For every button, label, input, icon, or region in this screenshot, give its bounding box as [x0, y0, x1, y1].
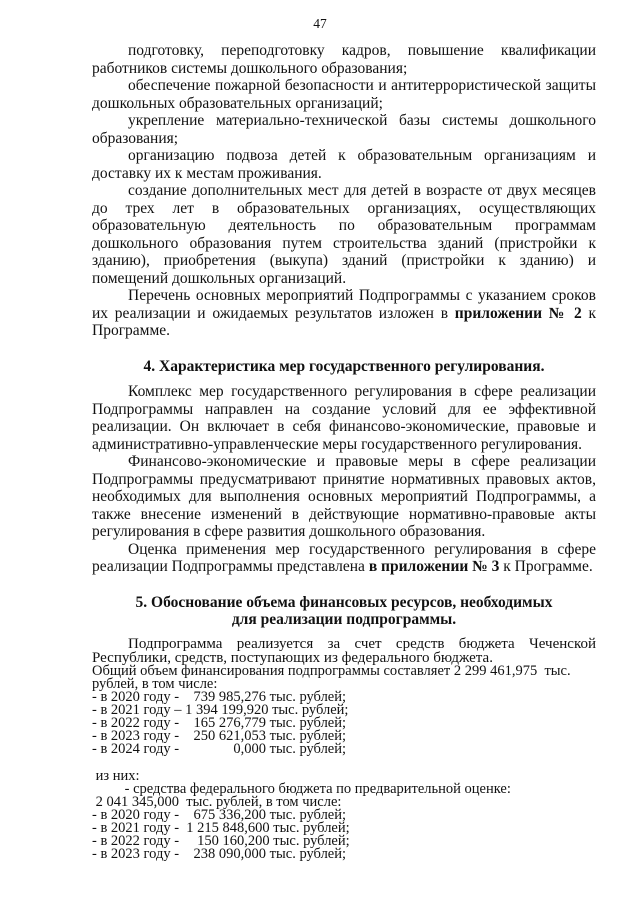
paragraph-list-reference	[92, 287, 596, 340]
page-number: 47	[313, 16, 327, 31]
section4-paragraph-3	[92, 541, 596, 576]
section4-paragraph-2: Финансово-экономические и правовые меры в сфере реализации Подпрограммы предусматривают принятие нормативных правовых актов, необходимых для выполнения основных мероприятий Подпрограммы, а также внесение изменений в действующие нормативно-правовые акты регулирования в сфере развития дошкольного образования.	[92, 453, 596, 540]
section4-p3-appendix: в приложении № 3	[368, 558, 500, 575]
paragraph-material-base: укрепление материально-технической базы системы дошкольного образования;	[92, 112, 596, 147]
year-federal-2021: - в 2021 году - 1 215 848,600 тыс. рублей;	[92, 819, 350, 836]
section5-total-line2: рублей, в том числе:	[92, 675, 218, 692]
year-federal-2023: - в 2023 году - 238 090,000 тыс. рублей;	[92, 845, 347, 862]
year-federal-2022: - в 2022 году - 150 160,200 тыс. рублей;	[92, 832, 350, 849]
document-body	[92, 42, 596, 861]
paragraph-new-places: создание дополнительных мест для детей в возрасте от двух месяцев до трех лет в образовательных организациях, осуществляющих образовательную деятельность по образовательным программам дошкольного образования путем строительства зданий (пристройки к зданию), приобретения (выкупа) зданий (пристройки к зданию) и помещений дошкольных организаций.	[92, 182, 596, 287]
section5-heading-line2: для реализации подпрограммы.	[231, 611, 457, 628]
federal-budget-line2: 2 041 345,000 тыс. рублей, в том числе:	[92, 793, 342, 810]
section4-p3-text: Оценка применения мер государственного регулирования в сфере реализации Подпрограммы представлена	[92, 540, 596, 575]
section4-heading: 4. Характеристика мер государственного регулирования.	[143, 357, 545, 375]
section5-paragraph-1: Подпрограмма реализуется за счет средств бюджета Чеченской Республики, средств, поступающих из федерального бюджета.	[92, 635, 596, 666]
federal-budget-line1: - средства федерального бюджета по предварительной оценке:	[92, 780, 511, 797]
list-ref-text: Перечень основных мероприятий Подпрограммы с указанием сроков их реализации и ожидаемых результатов изложен в	[92, 287, 596, 322]
section4-paragraph-1: Комплекс мер государственного регулирования в сфере реализации Подпрограммы направлен на создание условий для ее эффективной реализации. Он включает в себя финансово-экономические, правовые и административно-управленческие меры государственного регулирования.	[92, 383, 596, 453]
year-total-2021: - в 2021 году – 1 394 199,920 тыс. рублей;	[92, 701, 349, 718]
year-total-2022: - в 2022 году - 165 276,779 тыс. рублей;	[92, 714, 347, 731]
list-ref-tail: к Программе.	[92, 304, 596, 339]
year-total-2024: - в 2024 году - 0,000 тыс. рублей;	[92, 740, 347, 757]
list-ref-appendix: приложении № 2	[454, 304, 582, 322]
paragraph-training: подготовку, переподготовку кадров, повышение квалификации работников системы дошкольного образования;	[92, 42, 596, 77]
paragraph-fire-safety: обеспечение пожарной безопасности и антитеррористической защиты дошкольных образовательных организаций;	[92, 77, 596, 112]
year-federal-2020: - в 2020 году - 675 336,200 тыс. рублей;	[92, 806, 347, 823]
year-total-2020: - в 2020 году - 739 985,276 тыс. рублей;	[92, 688, 347, 705]
section5-heading-line1: 5. Обоснование объема финансовых ресурсов, необходимых	[135, 593, 553, 611]
section4-p3-tail: к Программе.	[499, 558, 593, 575]
year-total-2023: - в 2023 году - 250 621,053 тыс. рублей;	[92, 727, 347, 744]
paragraph-transport: организацию подвоза детей к образовательным организациям и доставку их к местам проживания.	[92, 147, 596, 182]
of-which-label: из них:	[92, 767, 140, 784]
section5-total-line1: Общий объем финансирования подпрограммы составляет 2 299 461,975 тыс.	[92, 662, 571, 679]
